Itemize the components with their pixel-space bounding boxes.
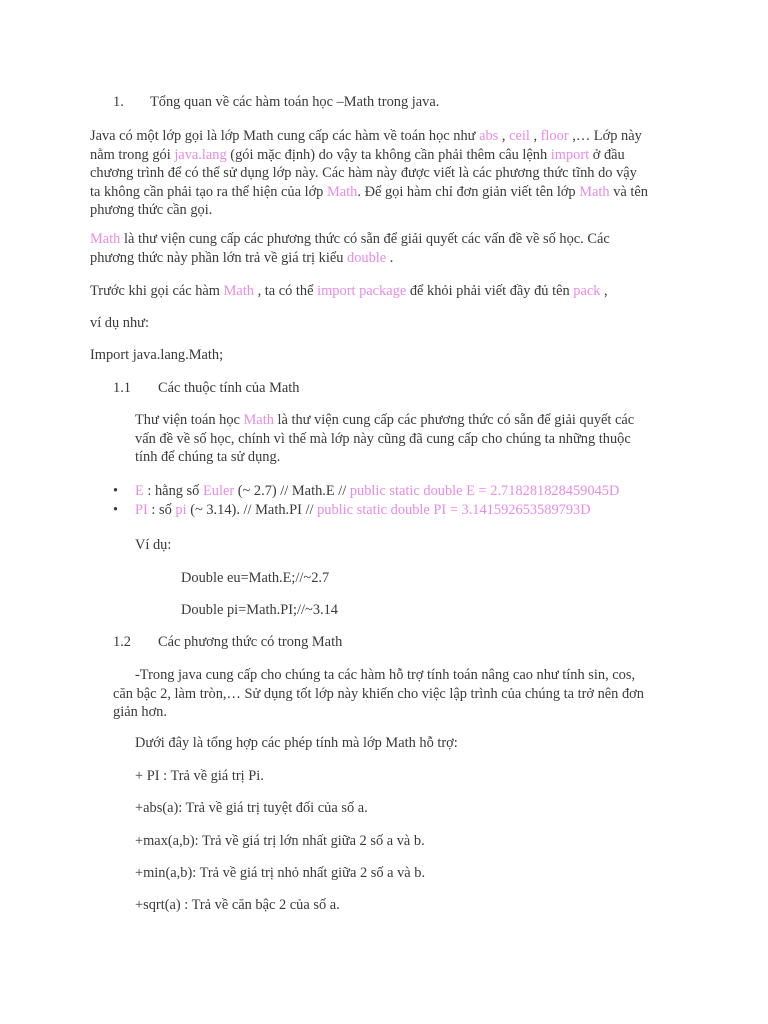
text-run: . [386, 249, 394, 266]
example-label: Ví dụ: [135, 537, 172, 553]
math-paragraph [90, 230, 610, 267]
constant-e: E [135, 483, 144, 499]
keyword-import: import [550, 146, 590, 163]
para-line-2: căn bậc 2, làm tròn,… Sử dụng tốt lớp này khiến cho việc lập trình của chúng ta trở nên đơn [113, 685, 644, 702]
text-run: , [498, 128, 510, 144]
text-run: Thư viện toán học [135, 412, 244, 428]
para-line-2: vấn đề về số học, chính vì thế mà lớp này cũng đã cung cấp cho chúng ta những thuộc [135, 430, 631, 447]
para-line-3: giản hơn. [113, 704, 167, 720]
text-run: nằm trong gói [90, 146, 175, 163]
text-run: để khỏi phải viết đầy đủ tên [406, 283, 574, 299]
section-1-2-paragraph [113, 666, 644, 722]
heading-text: Tổng quan về các hàm toán học –Math trong java. [150, 94, 440, 110]
heading-number: 1.1 [113, 380, 131, 396]
intro-line-1 [90, 127, 648, 146]
keyword-math: Math [223, 283, 254, 299]
heading-number: 1.2 [113, 634, 131, 650]
code-declaration: public static double PI = 3.141592653589793D [317, 501, 591, 518]
keyword-math: Math [579, 183, 610, 200]
import-paragraph [90, 282, 608, 301]
heading-text: Các phương thức có trong Math [158, 634, 343, 650]
text-run: (~ 3.14). // Math.PI // [186, 501, 318, 518]
text-run: (gói mặc định) do vậy ta không cần phải thêm câu lệnh [226, 146, 551, 163]
intro-line-2 [90, 146, 648, 165]
keyword-pi: pi [175, 501, 187, 518]
text-run: ở đầu [589, 146, 625, 163]
bullet-list [113, 482, 619, 519]
keyword-double: double [347, 249, 387, 266]
text-run: (~ 2.7) // Math.E // [234, 483, 350, 499]
methods-summary: Dưới đây là tổng hợp các phép tính mà lớp Math hỗ trợ: [135, 735, 458, 751]
section-heading-1-2 [113, 633, 342, 652]
keyword-math: Math [90, 231, 121, 247]
text-run: ta không cần phải tạo ra thể hiện của lớp [90, 183, 327, 200]
heading-text: Các thuộc tính của Math [158, 380, 300, 396]
text-run: là thư viện cung cấp các phương thức có sẵn để giải quyết các [273, 412, 635, 428]
method-item: +abs(a): Trả về giá trị tuyệt đối của số a. [135, 800, 368, 816]
bullet-icon: • [113, 483, 119, 499]
text-run: . Để gọi hàm chỉ đơn giản viết tên lớp [357, 183, 580, 200]
method-item: +max(a,b): Trả về giá trị lớn nhất giữa 2 số a và b. [135, 833, 425, 849]
keyword-abs: abs [479, 128, 499, 144]
intro-line-5: phương thức cần gọi. [90, 202, 213, 218]
example-code-line: Double pi=Math.PI;//~3.14 [181, 602, 339, 618]
list-item [113, 482, 619, 501]
keyword-math: Math [243, 412, 274, 428]
text-run: Trước khi gọi các hàm [90, 283, 224, 299]
section-heading-1-1 [113, 379, 299, 398]
text-run: là thư viện cung cấp các phương thức có sẵn để giải quyết các vấn đề về số học. Các [120, 231, 610, 247]
intro-line-3: chương trình để có thể sử dụng lớp này. Các hàm này được viết là các phương thức tĩnh do vậy [90, 165, 637, 181]
keyword-floor: floor [540, 128, 569, 144]
heading-number: 1. [113, 94, 124, 110]
keyword-import-package: import package [317, 283, 407, 299]
para-line-1: -Trong java cung cấp cho chúng ta các hàm hỗ trợ tính toán nâng cao như tính sin, cos, [135, 667, 636, 683]
section-heading-1 [113, 93, 439, 112]
keyword-euler: Euler [202, 483, 235, 499]
keyword-ceil: ceil [509, 128, 530, 144]
text-run: và tên [609, 183, 648, 200]
keyword-pack: pack [573, 283, 601, 299]
para-line-1 [135, 411, 634, 430]
method-item: +min(a,b): Trả về giá trị nhỏ nhất giữa 2 số a và b. [135, 865, 426, 881]
intro-paragraph [90, 127, 648, 220]
method-item: + PI : Trả về giá trị Pi. [135, 768, 264, 784]
text-run: ,… Lớp này [568, 128, 642, 144]
import-statement: Import java.lang.Math; [90, 347, 224, 363]
example-intro: ví dụ như: [90, 315, 149, 331]
text-run: : hằng số [143, 483, 203, 499]
text-run: : số [147, 501, 176, 518]
example-code-line: Double eu=Math.E;//~2.7 [181, 570, 330, 586]
constant-pi: PI [135, 501, 148, 518]
intro-line-4 [90, 183, 648, 202]
text-run: , ta có thể [253, 283, 318, 299]
math-line-2 [90, 249, 610, 268]
keyword-math: Math [326, 183, 358, 200]
keyword-java-lang: java.lang [174, 146, 227, 163]
text-run: phương thức này phần lớn trả về giá trị kiểu [90, 249, 348, 266]
bullet-icon: • [113, 501, 119, 518]
code-declaration: public static double E = 2.718281828459045D [349, 483, 620, 499]
method-item: +sqrt(a) : Trả về căn bậc 2 của số a. [135, 897, 340, 913]
text-run: Java có một lớp gọi là lớp Math cung cấp các hàm về toán học như [90, 128, 480, 144]
math-line-1 [90, 230, 610, 249]
section-1-1-paragraph [135, 411, 634, 467]
text-run: , [600, 283, 608, 299]
text-run: , [529, 128, 541, 144]
list-item [113, 501, 619, 520]
para-line-3: tính để chúng ta sử dụng. [135, 449, 281, 465]
